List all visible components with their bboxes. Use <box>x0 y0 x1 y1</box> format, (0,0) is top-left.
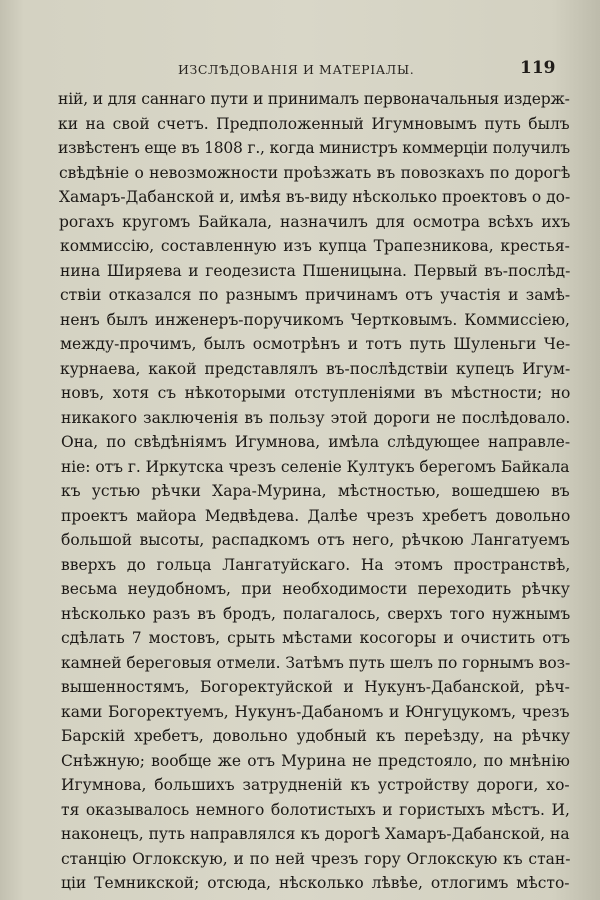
text-line: рогахъ кругомъ Байкала, назначилъ для осмотра всѣхъ ихъ <box>59 212 571 231</box>
text-line: нѣсколько разъ въ бродъ, полагалось, сверхъ того нужнымъ <box>61 604 571 623</box>
text-line: ніе: отъ г. Иркутска чрезъ селеніе Култукъ берегомъ Байкала <box>61 457 570 476</box>
text-line: ціи Темникской; отсюда, нѣсколько лѣвѣе, отлогимъ мѣсто- <box>61 874 570 892</box>
text-line: курнаева, какой представлялъ въ-послѣдствіи купецъ Игум- <box>60 359 571 378</box>
text-line: между-прочимъ, былъ осмотрѣнъ и тотъ путь Шуленьги Че- <box>60 335 571 353</box>
text-line: ки на свой счетъ. Предположенный Игумновымъ путь былъ <box>58 114 570 133</box>
text-line: Барскій хребетъ, довольно удобный къ переѣзду, на рѣчку <box>61 727 571 745</box>
text-line: Хамаръ-Дабанской и, имѣя въ-виду нѣсколько проектовъ о до- <box>59 188 571 206</box>
text-line: проектъ майора Медвѣдева. Далѣе чрезъ хребетъ довольно <box>61 506 571 525</box>
text-line: извѣстенъ еще въ 1808 г., когда министръ коммерціи получилъ <box>58 139 570 157</box>
text-line: ненъ былъ инженеръ-поручикомъ Чертковымъ. Коммиссіею, <box>60 310 570 329</box>
text-line: Игумнова, большихъ затрудненій къ устройству дороги, хо- <box>61 776 570 794</box>
running-head: ИЗСЛѢДОВАНІЯ И МАТЕРІАЛЫ. <box>178 62 415 77</box>
text-line: коммиссію, составленную изъ купца Трапезникова, крестья- <box>60 237 570 255</box>
text-line: весьма неудобномъ, при необходимости переходить рѣчку <box>61 580 570 598</box>
page-number: 119 <box>520 58 556 78</box>
text-line: вверхъ до гольца Лангатуйскаго. На этомъ пространствѣ, <box>61 555 571 574</box>
text-line: ствіи отказался по разнымъ причинамъ отъ участія и замѣ- <box>60 286 571 304</box>
text-line: наконецъ, путь направлялся къ дорогѣ Хамаръ-Дабанской, на <box>61 825 570 843</box>
text-line: никакого заключенія въ пользу этой дороги не послѣдовало. <box>61 408 571 427</box>
text-line: ній, и для саннаго пути и принималъ первоначальныя издерж- <box>58 90 570 108</box>
text-line: тя оказывалось немного болотистыхъ и гористыхъ мѣстъ. И, <box>61 800 570 819</box>
text-line: свѣдѣніе о невозможности проѣзжать въ повозкахъ по дорогѣ <box>59 163 571 182</box>
text-line: вышенностямъ, Богоректуйской и Нукунъ-Дабанской, рѣч- <box>61 678 570 696</box>
text-line: къ устью рѣчки Хара-Мурина, мѣстностью, вошедшею въ <box>61 482 570 500</box>
text-line: Она, по свѣдѣніямъ Игумнова, имѣла слѣдующее направле- <box>61 433 571 451</box>
text-line: новъ, хотя съ нѣкоторыми отступленіями въ мѣстности; но <box>61 384 571 402</box>
text-line: камней береговыя отмели. Затѣмъ путь шелъ по горнымъ воз- <box>61 653 571 672</box>
text-line: Снѣжную; вообще же отъ Мурина не предстояло, по мнѣнію <box>61 751 570 770</box>
text-line: нина Ширяева и геодезиста Пшеницына. Первый въ-послѣд- <box>60 261 571 280</box>
text-line: станцію Оглокскую, и по ней чрезъ гору Оглокскую къ стан- <box>61 849 571 868</box>
text-line: ками Богоректуемъ, Нукунъ-Дабаномъ и Юнгуцукомъ, чрезъ <box>61 702 570 721</box>
text-line: сдѣлать 7 мостовъ, срыть мѣстами косогоры и очистить отъ <box>61 629 571 647</box>
text-line: большой высоты, распадкомъ отъ него, рѣчкою Лангатуемъ <box>61 531 570 549</box>
